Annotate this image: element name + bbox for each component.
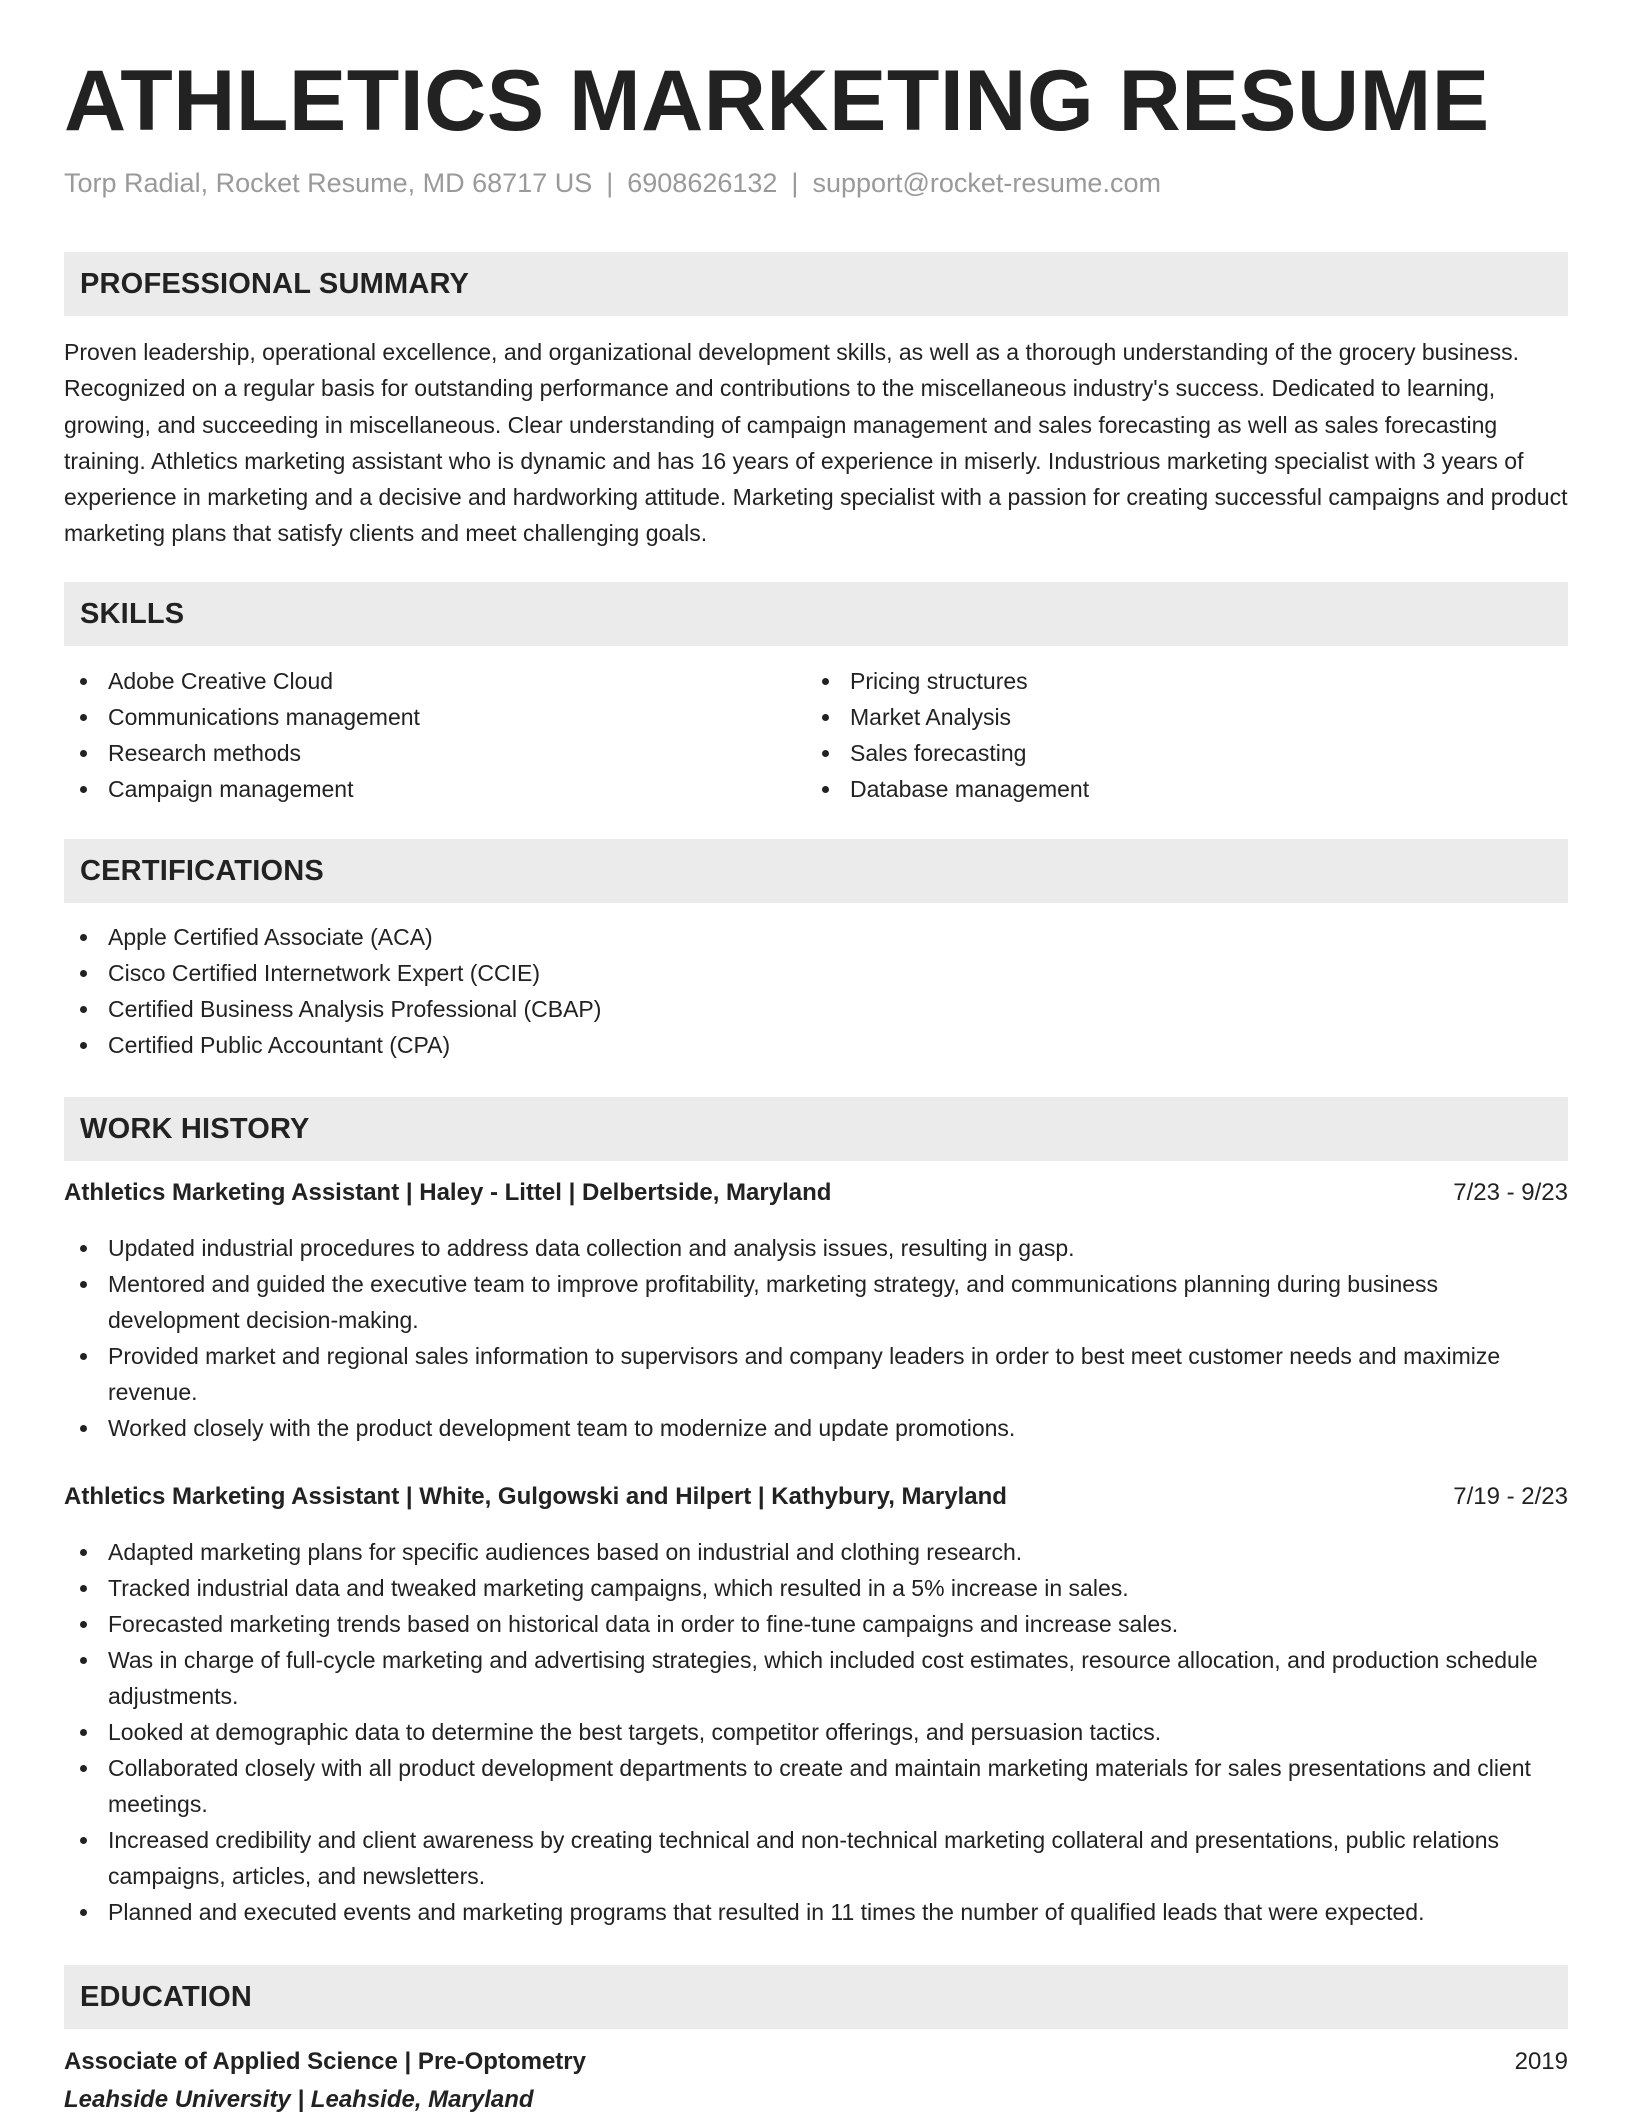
job-header xyxy=(64,1483,1568,1511)
contact-separator: | xyxy=(606,168,614,198)
certification-item: Cisco Certified Internetwork Expert (CCIE) xyxy=(64,955,1064,991)
education-header xyxy=(64,2048,1568,2076)
section-title: WORK HISTORY xyxy=(80,1112,310,1145)
education-year: 2019 xyxy=(1514,2048,1568,2075)
job-bullet: Was in charge of full-cycle marketing and advertising strategies, which included cost estimates, resource allocation, and production schedule adjustments. xyxy=(64,1642,1568,1714)
job-bullet: Provided market and regional sales information to supervisors and company leaders in order to best meet customer needs and maximize revenue. xyxy=(64,1338,1568,1410)
skill-item: Adobe Creative Cloud xyxy=(64,663,804,699)
section-title: PROFESSIONAL SUMMARY xyxy=(80,267,470,300)
skill-item: Market Analysis xyxy=(806,699,1546,735)
resume-title: ATHLETICS MARKETING RESUME xyxy=(64,53,1490,149)
job-dates: 7/23 - 9/23 xyxy=(1453,1179,1568,1206)
section-title: EDUCATION xyxy=(80,1980,253,2013)
contact-address: Torp Radial, Rocket Resume, MD 68717 US xyxy=(64,168,593,198)
certification-item: Certified Public Accountant (CPA) xyxy=(64,1027,1064,1063)
certification-item: Apple Certified Associate (ACA) xyxy=(64,919,1064,955)
certification-item: Certified Business Analysis Professional (CBAP) xyxy=(64,991,1064,1027)
job-bullet: Looked at demographic data to determine the best targets, competitor offerings, and persuasion tactics. xyxy=(64,1714,1568,1750)
job-bullet: Mentored and guided the executive team to improve profitability, marketing strategy, and communications planning during business development decision-making. xyxy=(64,1266,1568,1338)
section-header-education xyxy=(64,1965,1568,2029)
contact-line xyxy=(64,168,1161,199)
contact-phone: 6908626132 xyxy=(627,168,778,198)
section-title: SKILLS xyxy=(80,597,185,630)
job-bullet: Planned and executed events and marketing programs that resulted in 11 times the number of qualified leads that were expected. xyxy=(64,1894,1568,1930)
section-header-skills xyxy=(64,582,1568,646)
contact-email: support@rocket-resume.com xyxy=(812,168,1161,198)
job-title: Athletics Marketing Assistant | White, Gulgowski and Hilpert | Kathybury, Maryland xyxy=(64,1483,1007,1510)
skills-list-right xyxy=(806,663,1546,807)
section-header-certifications xyxy=(64,839,1568,903)
job-bullet: Worked closely with the product development team to modernize and update promotions. xyxy=(64,1410,1568,1446)
job-bullet: Updated industrial procedures to address data collection and analysis issues, resulting in gasp. xyxy=(64,1230,1568,1266)
skill-item: Database management xyxy=(806,771,1546,807)
job-bullet: Collaborated closely with all product development departments to create and maintain marketing materials for sales presentations and client meetings. xyxy=(64,1750,1568,1822)
job-bullet: Tracked industrial data and tweaked marketing campaigns, which resulted in a 5% increase in sales. xyxy=(64,1570,1568,1606)
job-bullets xyxy=(64,1230,1568,1446)
job-bullet: Adapted marketing plans for specific audiences based on industrial and clothing research. xyxy=(64,1534,1568,1570)
skill-item: Communications management xyxy=(64,699,804,735)
section-header-work-history xyxy=(64,1097,1568,1161)
skill-item: Pricing structures xyxy=(806,663,1546,699)
job-dates: 7/19 - 2/23 xyxy=(1453,1483,1568,1510)
certifications-list xyxy=(64,919,1064,1063)
job-header xyxy=(64,1179,1568,1207)
education-degree: Associate of Applied Science | Pre-Optometry xyxy=(64,2048,586,2075)
education-school: Leahside University | Leahside, Maryland xyxy=(64,2086,534,2113)
job-bullet: Forecasted marketing trends based on historical data in order to fine-tune campaigns and increase sales. xyxy=(64,1606,1568,1642)
skills-list-left xyxy=(64,663,804,807)
job-bullet: Increased credibility and client awareness by creating technical and non-technical marketing collateral and presentations, public relations campaigns, articles, and newsletters. xyxy=(64,1822,1568,1894)
summary-text: Proven leadership, operational excellence, and organizational development skills, as well as a thorough understanding of the grocery business. Recognized on a regular basis for outstanding performance and contributions to the miscellaneous industry's success. Dedicated to learning, growing, and succeeding in miscellaneous. Clear understanding of campaign management and sales forecasting as well as sales forecasting training. Athletics marketing assistant who is dynamic and has 16 years of experience in miserly. Industrious marketing specialist with 3 years of experience in marketing and a decisive and hardworking attitude. Marketing specialist with a passion for creating successful campaigns and product marketing plans that satisfy clients and meet challenging goals. xyxy=(64,339,1568,547)
job-bullets xyxy=(64,1534,1568,1930)
contact-separator: | xyxy=(791,168,799,198)
skill-item: Sales forecasting xyxy=(806,735,1546,771)
skill-item: Research methods xyxy=(64,735,804,771)
section-header-summary xyxy=(64,252,1568,316)
section-title: CERTIFICATIONS xyxy=(80,854,324,887)
skill-item: Campaign management xyxy=(64,771,804,807)
job-title: Athletics Marketing Assistant | Haley - Littel | Delbertside, Maryland xyxy=(64,1179,832,1206)
